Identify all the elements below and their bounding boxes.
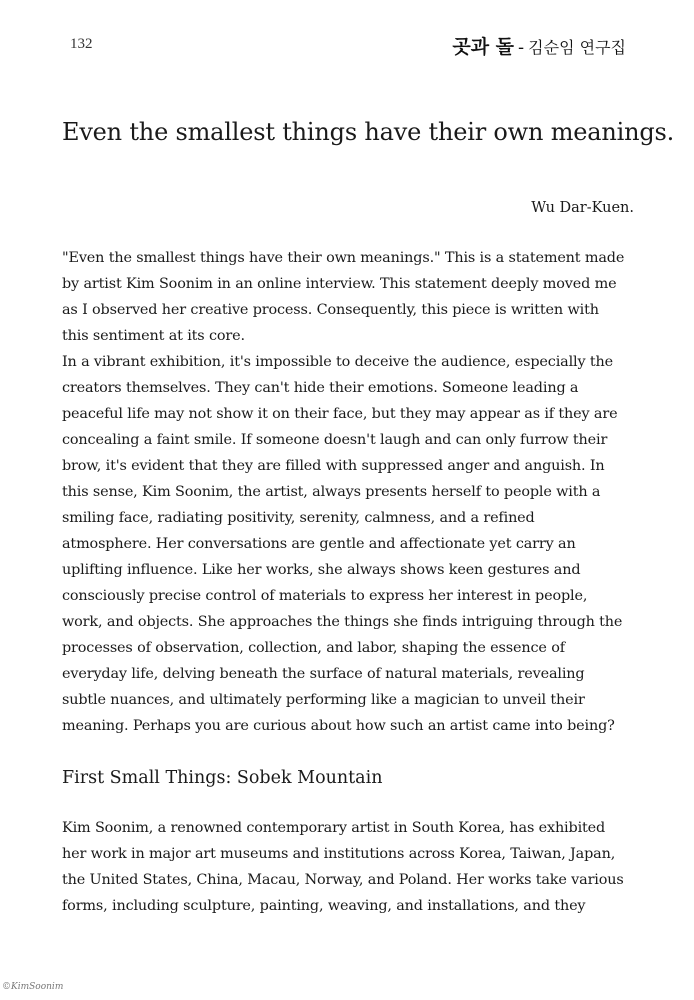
section-heading: First Small Things: Sobek Mountain [62, 768, 383, 788]
copyright-watermark: ©KimSoonim [2, 982, 64, 992]
paragraph: In a vibrant exhibition, it's impossible to deceive the audience, especially the creators themselves. They can't hide their emotions. Someone leading a peaceful life may not show it on their face, but they may appear as if they are concealing a faint smile. If someone doesn't laugh and can only furrow their brow, it's evident that they are filled with suppressed anger and anguish. In this sense, Kim Soonim, the artist, always presents herself to people with a smiling face, radiating positivity, serenity, calmness, and a refined atmosphere. Her conversations are gentle and affectionate yet carry an uplifting influence. Like her works, she always shows keen gestures and consciously precise control of materials to express her interest in people, work, and objects. She approaches the things she finds intriguing through the processes of observation, collection, and labor, shaping the essence of everyday life, delving beneath the surface of natural materials, revealing subtle nuances, and ultimately performing like a magician to unveil their meaning. Perhaps you are curious about how such an artist came into being? [62, 354, 623, 734]
series-title: 김순임 연구집 [528, 38, 626, 57]
running-head [452, 32, 626, 59]
section-text [62, 815, 627, 919]
running-head-separator: - [518, 38, 525, 58]
article-title: Even the smallest things have their own meanings. [62, 118, 675, 146]
article-author: Wu Dar-Kuen. [531, 200, 634, 216]
book-title: 곳과 돌 [452, 36, 515, 58]
page-number: 132 [70, 36, 93, 52]
paragraph: "Even the smallest things have their own meanings." This is a statement made by artist Kim Soonim in an online interview. This statement deeply moved me as I observed her creative process. Consequently, this piece is written with this sentiment at its core. [62, 250, 625, 344]
paragraph: Kim Soonim, a renowned contemporary artist in South Korea, has exhibited her work in major art museums and institutions across Korea, Taiwan, Japan, the United States, China, Macau, Norway, and Poland. Her works take various forms, including sculpture, painting, weaving, and installations, and they [62, 820, 624, 914]
intro-text [62, 245, 627, 739]
